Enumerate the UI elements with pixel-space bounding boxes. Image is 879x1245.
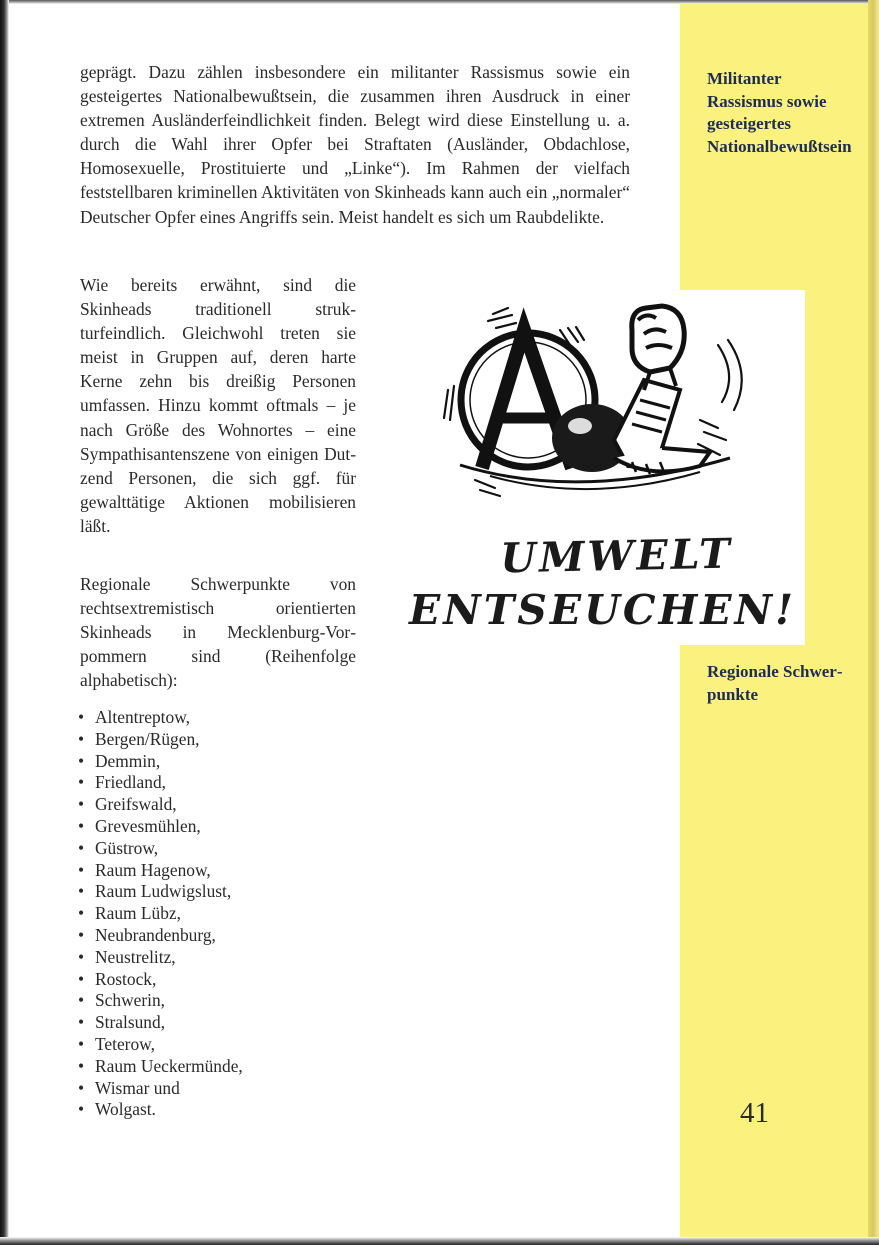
intro-paragraph: geprägt. Dazu zählen insbesondere ein militanter Rassismus sowie ein gesteigertes Nationalbewußtsein, die zusammen ihren Ausdruck in einer extremen Ausländerfeindlichkeit finden. Belegt wird diese Einstellung u. a. durch die Wahl ihrer Opfer bei Straftaten (Ausländer, Obdachlose, Homosexuelle, Prostituierte und „Linke“). Im Rahmen der vielfach feststellbaren kriminellen Aktivitäten von Skinheads kann auch ein „normaler“ Deutscher Opfer eines Angriffs sein. Meist handelt es sich um Raubdelikte. [80, 62, 630, 227]
list-item: • Neustrelitz, [78, 947, 378, 969]
list-item: • Wolgast. [78, 1099, 378, 1121]
body-paragraph-structure: Wie bereits erwähnt, sind die Skinheads traditionell strukturfeindlich. Gleichwohl treten sie meist in Gruppen auf, deren harte Kerne zehn bis dreißig Personen umfassen. Hinzu kommt oftmals – je nach Größe des Wohnortes – eine Sympathisantenszene von einigen Dutzend Personen, die sich ggf. für gewalttätige Aktionen mobilisieren läßt. [80, 275, 356, 536]
list-item: • Raum Ludwigslust, [78, 881, 378, 903]
scan-edge-left [0, 0, 9, 1245]
list-item: • Raum Ueckermünde, [78, 1056, 378, 1078]
list-item: • Raum Hagenow, [78, 860, 378, 882]
list-item: • Güstrow, [78, 838, 378, 860]
list-item: • Wismar und [78, 1078, 378, 1100]
propaganda-graphic [400, 290, 805, 645]
list-item: • Rostock, [78, 969, 378, 991]
page-right-edge [868, 0, 879, 1245]
scan-edge-bottom [0, 1237, 879, 1245]
list-item: • Teterow, [78, 1034, 378, 1056]
slogan-line-2: ENTSEUCHEN! [409, 586, 796, 634]
list-item: • Greifswald, [78, 794, 378, 816]
list-item: • Demmin, [78, 751, 378, 773]
margin-note-regions: Regionale Schwerpunkte [707, 662, 843, 704]
list-item: • Schwerin, [78, 990, 378, 1012]
list-item: • Grevesmühlen, [78, 816, 378, 838]
page-number: 41 [740, 1097, 769, 1129]
list-item: • Neubrandenburg, [78, 925, 378, 947]
location-list [78, 707, 378, 1121]
list-item: • Altentreptow, [78, 707, 378, 729]
list-item: • Friedland, [78, 772, 378, 794]
list-item: • Raum Lübz, [78, 903, 378, 925]
margin-note-racism: Militanter Rassismus sowie gesteigertes Nationalbewußtsein [707, 69, 852, 157]
body-paragraph-regions: Regionale Schwerpunkte von rechtsextremistisch orientierten Skinheads in Mecklenburg-Vorpommern sind (Reihenfolge alphabetisch): [80, 574, 356, 691]
list-item: • Bergen/Rügen, [78, 729, 378, 751]
slogan-line-1: UMWELT [499, 529, 734, 583]
anarchy-symbol-fist-boot-icon [400, 290, 805, 530]
list-item: • Stralsund, [78, 1012, 378, 1034]
